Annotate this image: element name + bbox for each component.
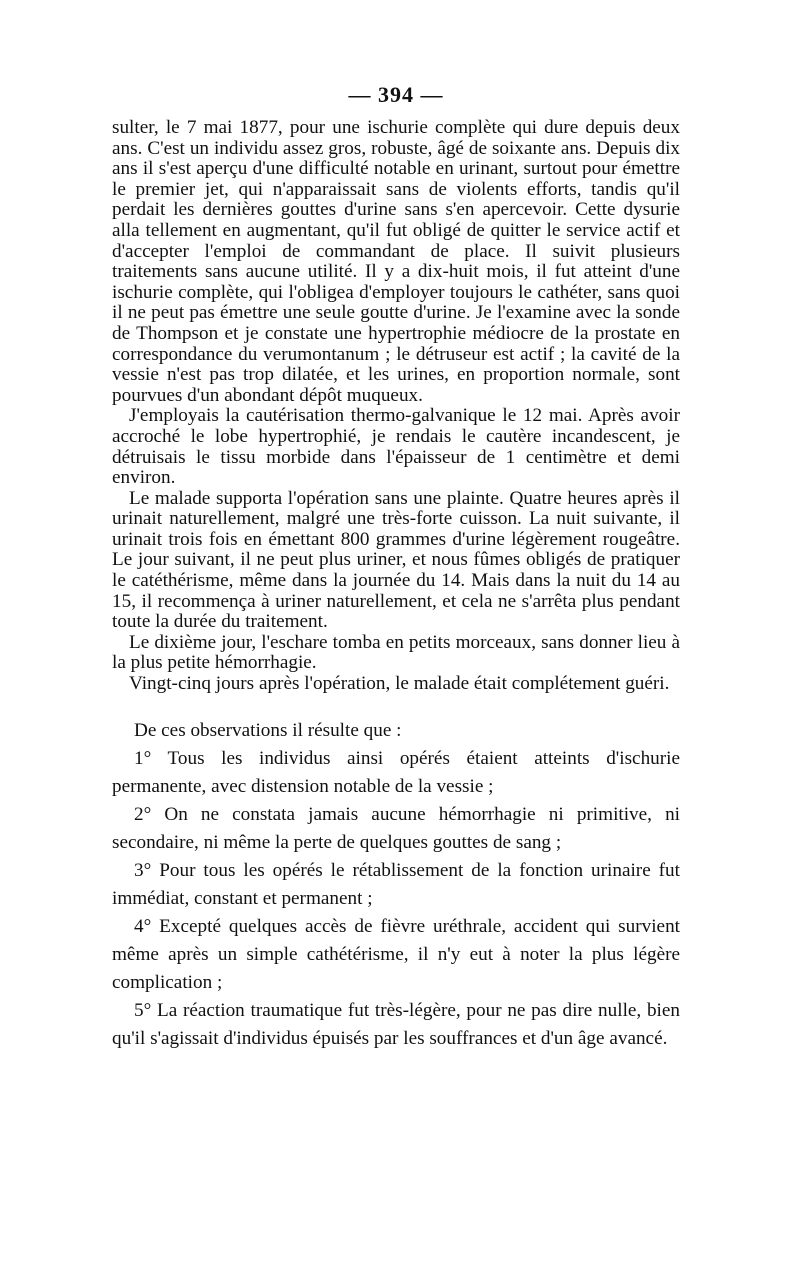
paragraph: Le malade supporta l'opération sans une plainte. Quatre heures après il urinait naturellement, malgré une très-forte cuisson. La nuit suivante, il urinait trois fois en émettant 800 grammes d'urine légèrement rougeâtre. Le jour suivant, il ne peut plus uriner, et nous fûmes obligés de pratiquer le catéthérisme, même dans la journée du 14. Mais dans la nuit du 14 au 15, il recommença à uriner naturellement, et cela ne s'arrêta plus pendant toute la durée du traitement.: [112, 487, 680, 633]
conclusion-intro: De ces observations il résulte que :: [134, 719, 402, 741]
body-text: [112, 118, 680, 1053]
conclusions-list: [112, 717, 680, 1053]
conclusion-item: 2° On ne constata jamais aucune hémorrhagie ni primitive, ni secondaire, ni même la perte de quelques gouttes de sang ;: [112, 803, 680, 853]
paragraph: sulter, le 7 mai 1877, pour une ischurie complète qui dure depuis deux ans. C'est un individu assez gros, robuste, âgé de soixante ans. Depuis dix ans il s'est aperçu d'une difficulté notable en urinant, surtout pour émettre le premier jet, qui n'apparaissait sans de violents efforts, tandis qu'il perdait les dernières gouttes d'urine sans s'en apercevoir. Cette dysurie alla tellement en augmentant, qu'il fut obligé de quitter le service actif et d'accepter l'emploi de commandant de place. Il suivit plusieurs traitements sans aucune utilité. Il y a dix-huit mois, il fut atteint d'une ischurie complète, qui l'obligea d'employer toujours le cathéter, sans quoi il ne peut pas émettre une seule goutte d'urine. Je l'examine avec la sonde de Thompson et je constate une hypertrophie médiocre de la prostate en correspondance du verumontanum ; le détruseur est actif ; la cavité de la vessie n'est pas trop dilatée, et les urines, en proportion normale, sont pourvues d'un abondant dépôt muqueux.: [112, 117, 680, 406]
paragraph: J'employais la cautérisation thermo-galvanique le 12 mai. Après avoir accroché le lobe hypertrophié, je rendais le cautère incandescent, je détruisais le tissu morbide dans l'épaisseur de 1 centimètre et demi environ.: [112, 405, 680, 489]
section-spacer: [112, 695, 680, 717]
conclusion-item: 3° Pour tous les opérés le rétablissement de la fonction urinaire fut immédiat, constant et permanent ;: [112, 859, 680, 909]
document-page: [112, 82, 680, 1053]
paragraph: Le dixième jour, l'eschare tomba en petits morceaux, sans donner lieu à la plus petite hémorrhagie.: [112, 631, 680, 674]
conclusion-item: 5° La réaction traumatique fut très-légère, pour ne pas dire nulle, bien qu'il s'agissait d'individus épuisés par les souffrances et d'un âge avancé.: [112, 999, 680, 1049]
conclusion-item: 4° Excepté quelques accès de fièvre uréthrale, accident qui survient même après un simple cathétérisme, il n'y eut à noter la plus légère complication ;: [112, 915, 680, 993]
conclusion-item: 1° Tous les individus ainsi opérés étaient atteints d'ischurie permanente, avec distension notable de la vessie ;: [112, 747, 680, 797]
paragraph: Vingt-cinq jours après l'opération, le malade était complétement guéri.: [129, 673, 670, 695]
page-number: — 394 —: [112, 82, 680, 108]
